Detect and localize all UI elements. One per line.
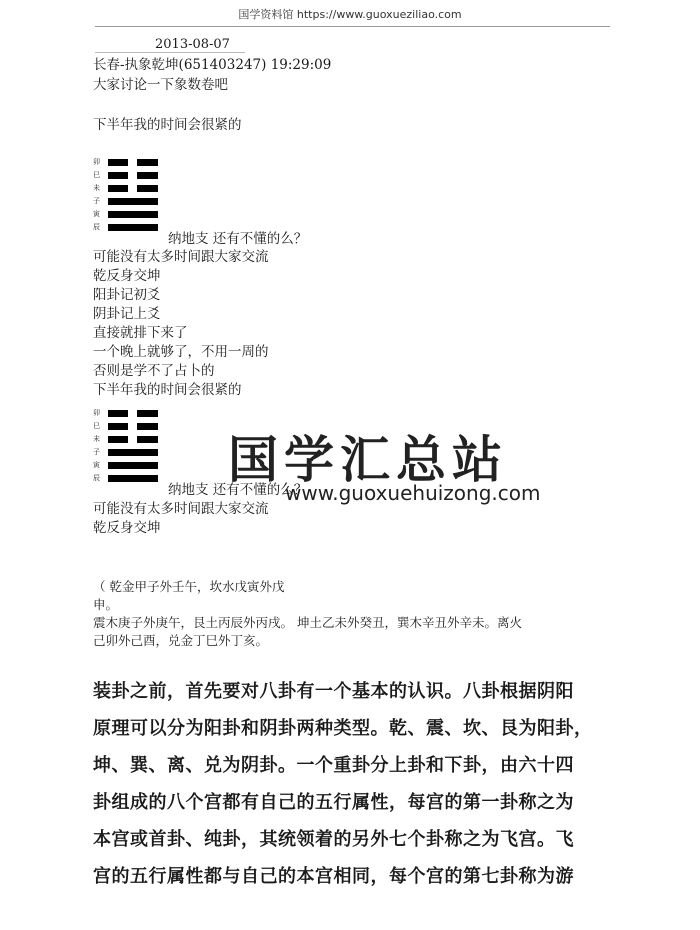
yin-line-segment <box>108 172 128 179</box>
branch-label: 巳 <box>93 171 100 179</box>
yang-line <box>108 224 158 231</box>
branch-label: 寅 <box>93 210 100 218</box>
text-line: 可能没有太多时间跟大家交流 <box>93 501 269 517</box>
hexagram-row <box>93 157 163 170</box>
header-divider <box>95 26 610 27</box>
text-line: 否则是学不了占卜的 <box>93 363 215 379</box>
body-line: 本宫或首卦、纯卦，其统领着的另外七个卦称之为飞宫。飞 <box>93 829 574 850</box>
branch-label: 未 <box>93 435 100 443</box>
yin-line-segment <box>137 159 158 166</box>
yin-line-segment <box>108 159 128 166</box>
yin-line-segment <box>137 423 158 430</box>
hexagram-row <box>93 170 163 183</box>
branch-label: 未 <box>93 184 100 192</box>
yin-line-segment <box>137 185 158 192</box>
text-line: 可能没有太多时间跟大家交流 <box>93 249 269 265</box>
hexagram-row <box>93 421 163 434</box>
branch-label: 子 <box>93 197 100 205</box>
hexagram-row <box>93 196 163 209</box>
body-line: 卦组成的八个宫都有自己的五行属性，每宫的第一卦称之为 <box>93 792 574 813</box>
yin-line-segment <box>108 423 128 430</box>
hexagram-row <box>93 408 163 421</box>
text-line: 直接就排下来了 <box>93 325 188 341</box>
branch-label: 辰 <box>93 223 100 231</box>
yang-line <box>108 198 158 205</box>
text-line: 乾反身交坤 <box>93 520 161 536</box>
hexagram-row <box>93 209 163 222</box>
note-line: 申。 <box>93 597 119 612</box>
hexagram-figure <box>93 157 163 235</box>
hexagram-figure <box>93 408 163 486</box>
hexagram-row <box>93 447 163 460</box>
branch-label: 卯 <box>93 158 100 166</box>
yin-line-segment <box>137 172 158 179</box>
branch-label: 辰 <box>93 474 100 482</box>
yang-line <box>108 475 158 482</box>
yang-line <box>108 449 158 456</box>
watermark-url: www.guoxuehuizong.com <box>285 481 541 505</box>
watermark-title: 国学汇总站 <box>228 431 508 489</box>
hexagram-row <box>93 460 163 473</box>
body-line: 坤、巽、离、兑为阴卦。一个重卦分上卦和下卦，由六十四 <box>93 755 574 776</box>
date-underline <box>95 52 245 53</box>
yin-line-segment <box>137 436 158 443</box>
yang-line <box>108 211 158 218</box>
text-line: 乾反身交坤 <box>93 268 161 284</box>
note-line: （ 乾金甲子外壬午，坎水戊寅外戊 <box>93 579 285 594</box>
hexagram-row <box>93 434 163 447</box>
body-line: 宫的五行属性都与自己的本宫相同，每个宫的第七卦称为游 <box>93 866 574 887</box>
yin-line-segment <box>108 436 128 443</box>
body-line: 装卦之前，首先要对八卦有一个基本的认识。八卦根据阴阳 <box>93 681 574 702</box>
hexagram-row <box>93 183 163 196</box>
text-line: 一个晚上就够了，不用一周的 <box>93 344 269 360</box>
body-line: 原理可以分为阳卦和阴卦两种类型。乾、震、坎、艮为阳卦， <box>93 718 593 739</box>
yin-line-segment <box>108 410 128 417</box>
branch-label: 巳 <box>93 422 100 430</box>
hexagram-caption: 纳地支 还有不懂的么？ <box>168 482 308 498</box>
post-line: 下半年我的时间会很紧的 <box>93 117 242 133</box>
text-line: 阳卦记初爻 <box>93 287 161 303</box>
hexagram-row <box>93 473 163 486</box>
site-header: 国学资料馆 https://www.guoxueziliao.com <box>238 8 462 21</box>
post-date: 2013-08-07 <box>155 37 230 52</box>
note-line: 震木庚子外庚午，艮土丙辰外丙戌。 坤土乙未外癸丑，巽木辛丑外辛未。离火 <box>93 615 522 630</box>
branch-label: 寅 <box>93 461 100 469</box>
branch-label: 子 <box>93 448 100 456</box>
text-line: 阴卦记上爻 <box>93 306 161 322</box>
yin-line-segment <box>137 410 158 417</box>
hexagram-caption: 纳地支 还有不懂的么？ <box>168 231 308 247</box>
hexagram-row <box>93 222 163 235</box>
yang-line <box>108 462 158 469</box>
text-line: 下半年我的时间会很紧的 <box>93 382 242 398</box>
post-line: 大家讨论一下象数卷吧 <box>93 77 228 93</box>
note-line: 己卯外己酉，兑金丁巳外丁亥。 <box>93 633 269 648</box>
yin-line-segment <box>108 185 128 192</box>
branch-label: 卯 <box>93 409 100 417</box>
author-line: 长春-执象乾坤(651403247) 19:29:09 <box>93 57 332 73</box>
